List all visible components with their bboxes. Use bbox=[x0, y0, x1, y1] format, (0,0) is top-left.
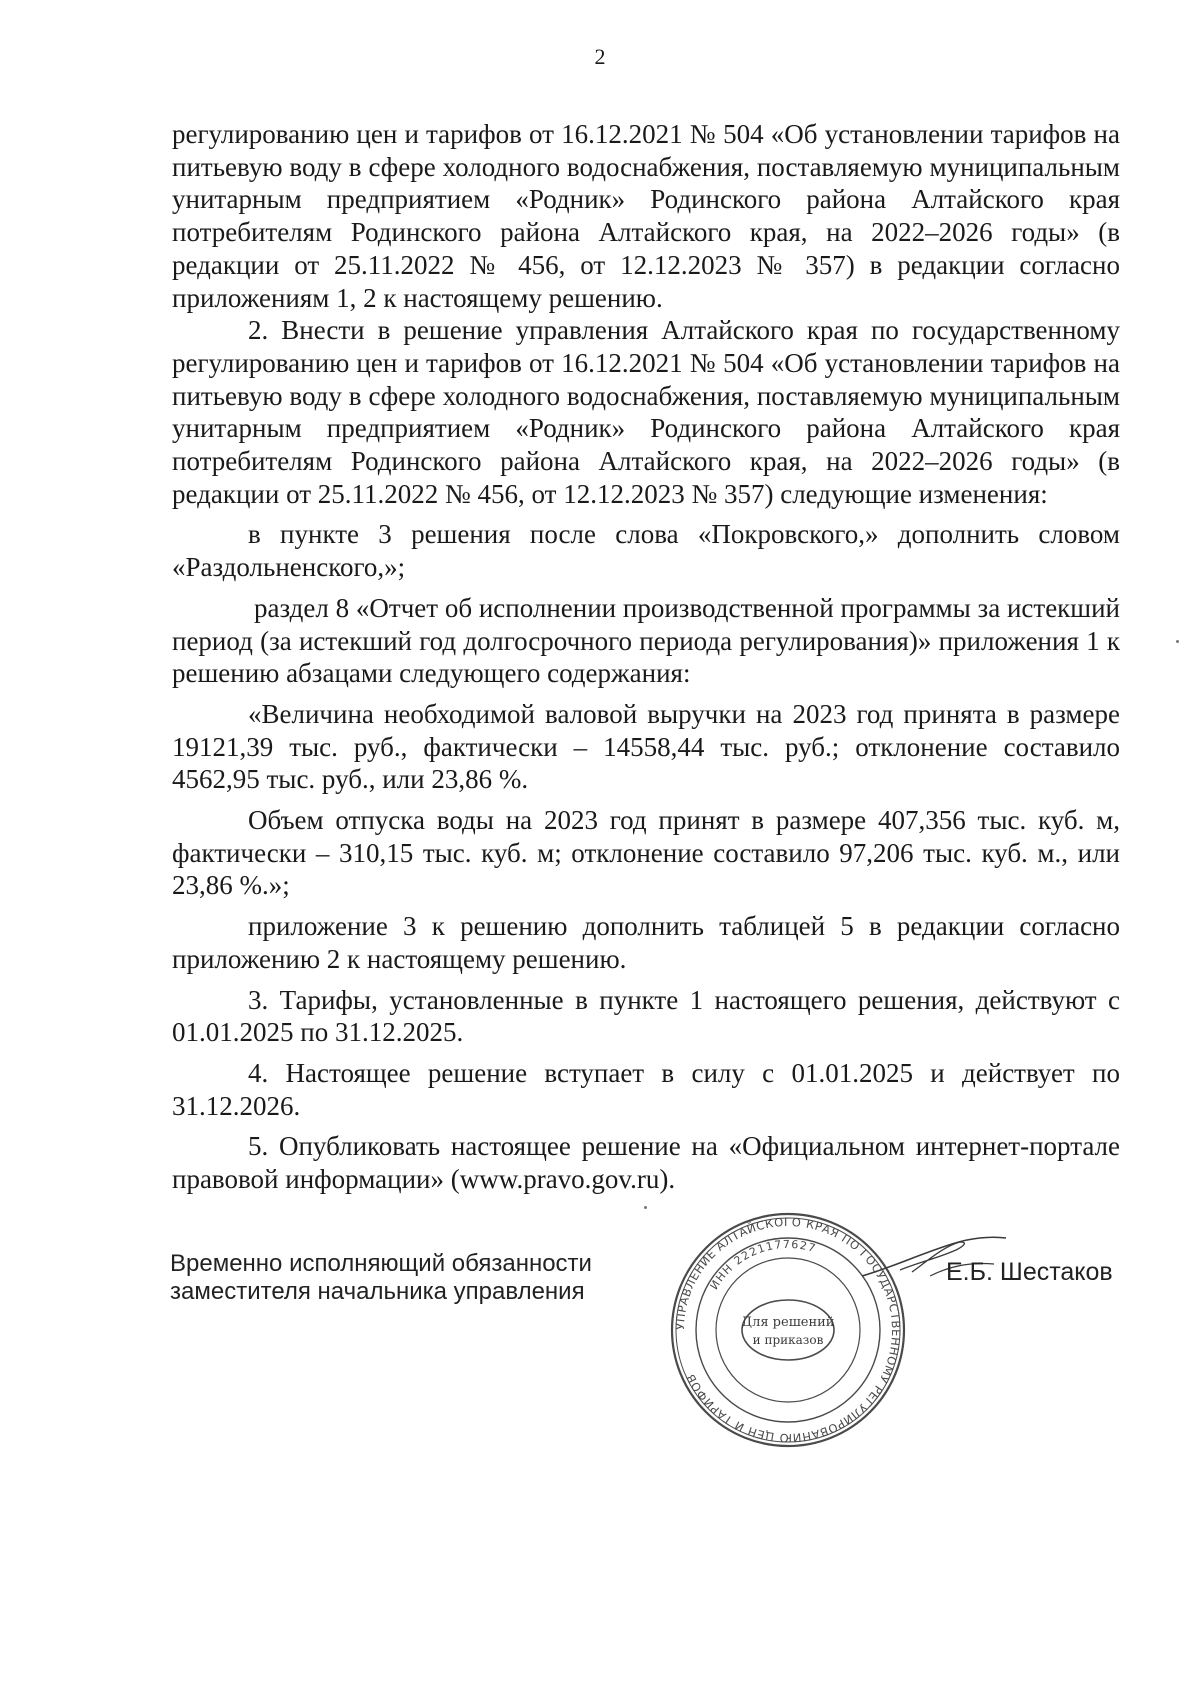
scan-speck bbox=[1176, 640, 1179, 643]
scan-speck bbox=[644, 1206, 647, 1209]
paragraph-water-volume: Объем отпуска воды на 2023 год принят в размере 407,356 тыс. куб. м, фактически – 310,15 тыс. куб. м; отклонение составило 97,206 тыс. куб. м., или 23,86 %.»; bbox=[172, 805, 1120, 901]
paragraph-revenue: «Величина необходимой валовой выручки на 2023 год принята в размере 19121,39 тыс. руб., фактически – 14558,44 тыс. руб.; отклонение составило 4562,95 тыс. руб., или 23,86 %. bbox=[172, 698, 1120, 795]
signatory-name: Е.Б. Шестаков bbox=[946, 1258, 1113, 1286]
paragraph-item-4: 4. Настоящее решение вступает в силу с 01.01.2025 и действует по 31.12.2026. bbox=[172, 1057, 1120, 1121]
document-body bbox=[172, 118, 1120, 1196]
paragraph-continuation: регулированию цен и тарифов от 16.12.2021 № 504 «Об установлении тарифов на питьевую воду в сфере холодного водоснабжения, поставляемую муниципальным унитарным предприятием «Родник» Родинского района Алтайского края потребителям Родинского района Алтайского края, на 2022–2026 годы» (в редакции от 25.11.2022 № 456, от 12.12.2023 № 357) в редакции согласно приложениям 1, 2 к настоящему решению. bbox=[172, 119, 1120, 313]
stamp-center-line-2: и приказов bbox=[752, 1333, 824, 1347]
stamp-outer-text: УПРАВЛЕНИЕ АЛТАЙСКОГО КРАЯ ПО ГОСУДАРСТВЕННОМУ РЕГУЛИРОВАНИЮ ЦЕН И ТАРИФОВ bbox=[672, 1214, 904, 1446]
paragraph-item-3: 3. Тарифы, установленные в пункте 1 настоящего решения, действуют с 01.01.2025 по 31.12.2025. bbox=[172, 984, 1120, 1048]
paragraph-item-2: 2. Внести в решение управления Алтайского края по государственному регулированию цен и тарифов от 16.12.2021 № 504 «Об установлении тарифов на питьевую воду в сфере холодного водоснабжения, поставляемую муниципальным унитарным предприятием «Родник» Родинского района Алтайского края потребителям Родинского района Алтайского края, на 2022–2026 годы» (в редакции от 25.11.2022 № 456, от 12.12.2023 № 357) следующие изменения: bbox=[172, 315, 1120, 509]
stamp-inn-text: ИНН 2221177627 bbox=[707, 1237, 818, 1293]
paragraph-point-3-amendment: в пункте 3 решения после слова «Покровского,» дополнить словом «Раздольненского,»; bbox=[172, 519, 1120, 583]
stamp-center-line-1: Для решений bbox=[741, 1315, 835, 1330]
signatory-position-line-1: Временно исполняющий обязанности bbox=[170, 1250, 592, 1277]
paragraph-item-5: 5. Опубликовать настоящее решение на «Официальном интернет-портале правовой информации» (www.pravo.gov.ru). bbox=[172, 1131, 1120, 1195]
signatory-position-line-2: заместителя начальника управления bbox=[170, 1278, 585, 1305]
page-number: 2 bbox=[594, 44, 606, 69]
paragraph-appendix-3: приложение 3 к решению дополнить таблицей 5 в редакции согласно приложению 2 к настоящему решению. bbox=[172, 911, 1120, 974]
signatory-position bbox=[170, 1250, 592, 1306]
paragraph-section-8-amendment: раздел 8 «Отчет об исполнении производственной программы за истекший период (за истекший год долгосрочного периода регулирования)» приложения 1 к решению абзацами следующего содержания: bbox=[172, 592, 1120, 689]
